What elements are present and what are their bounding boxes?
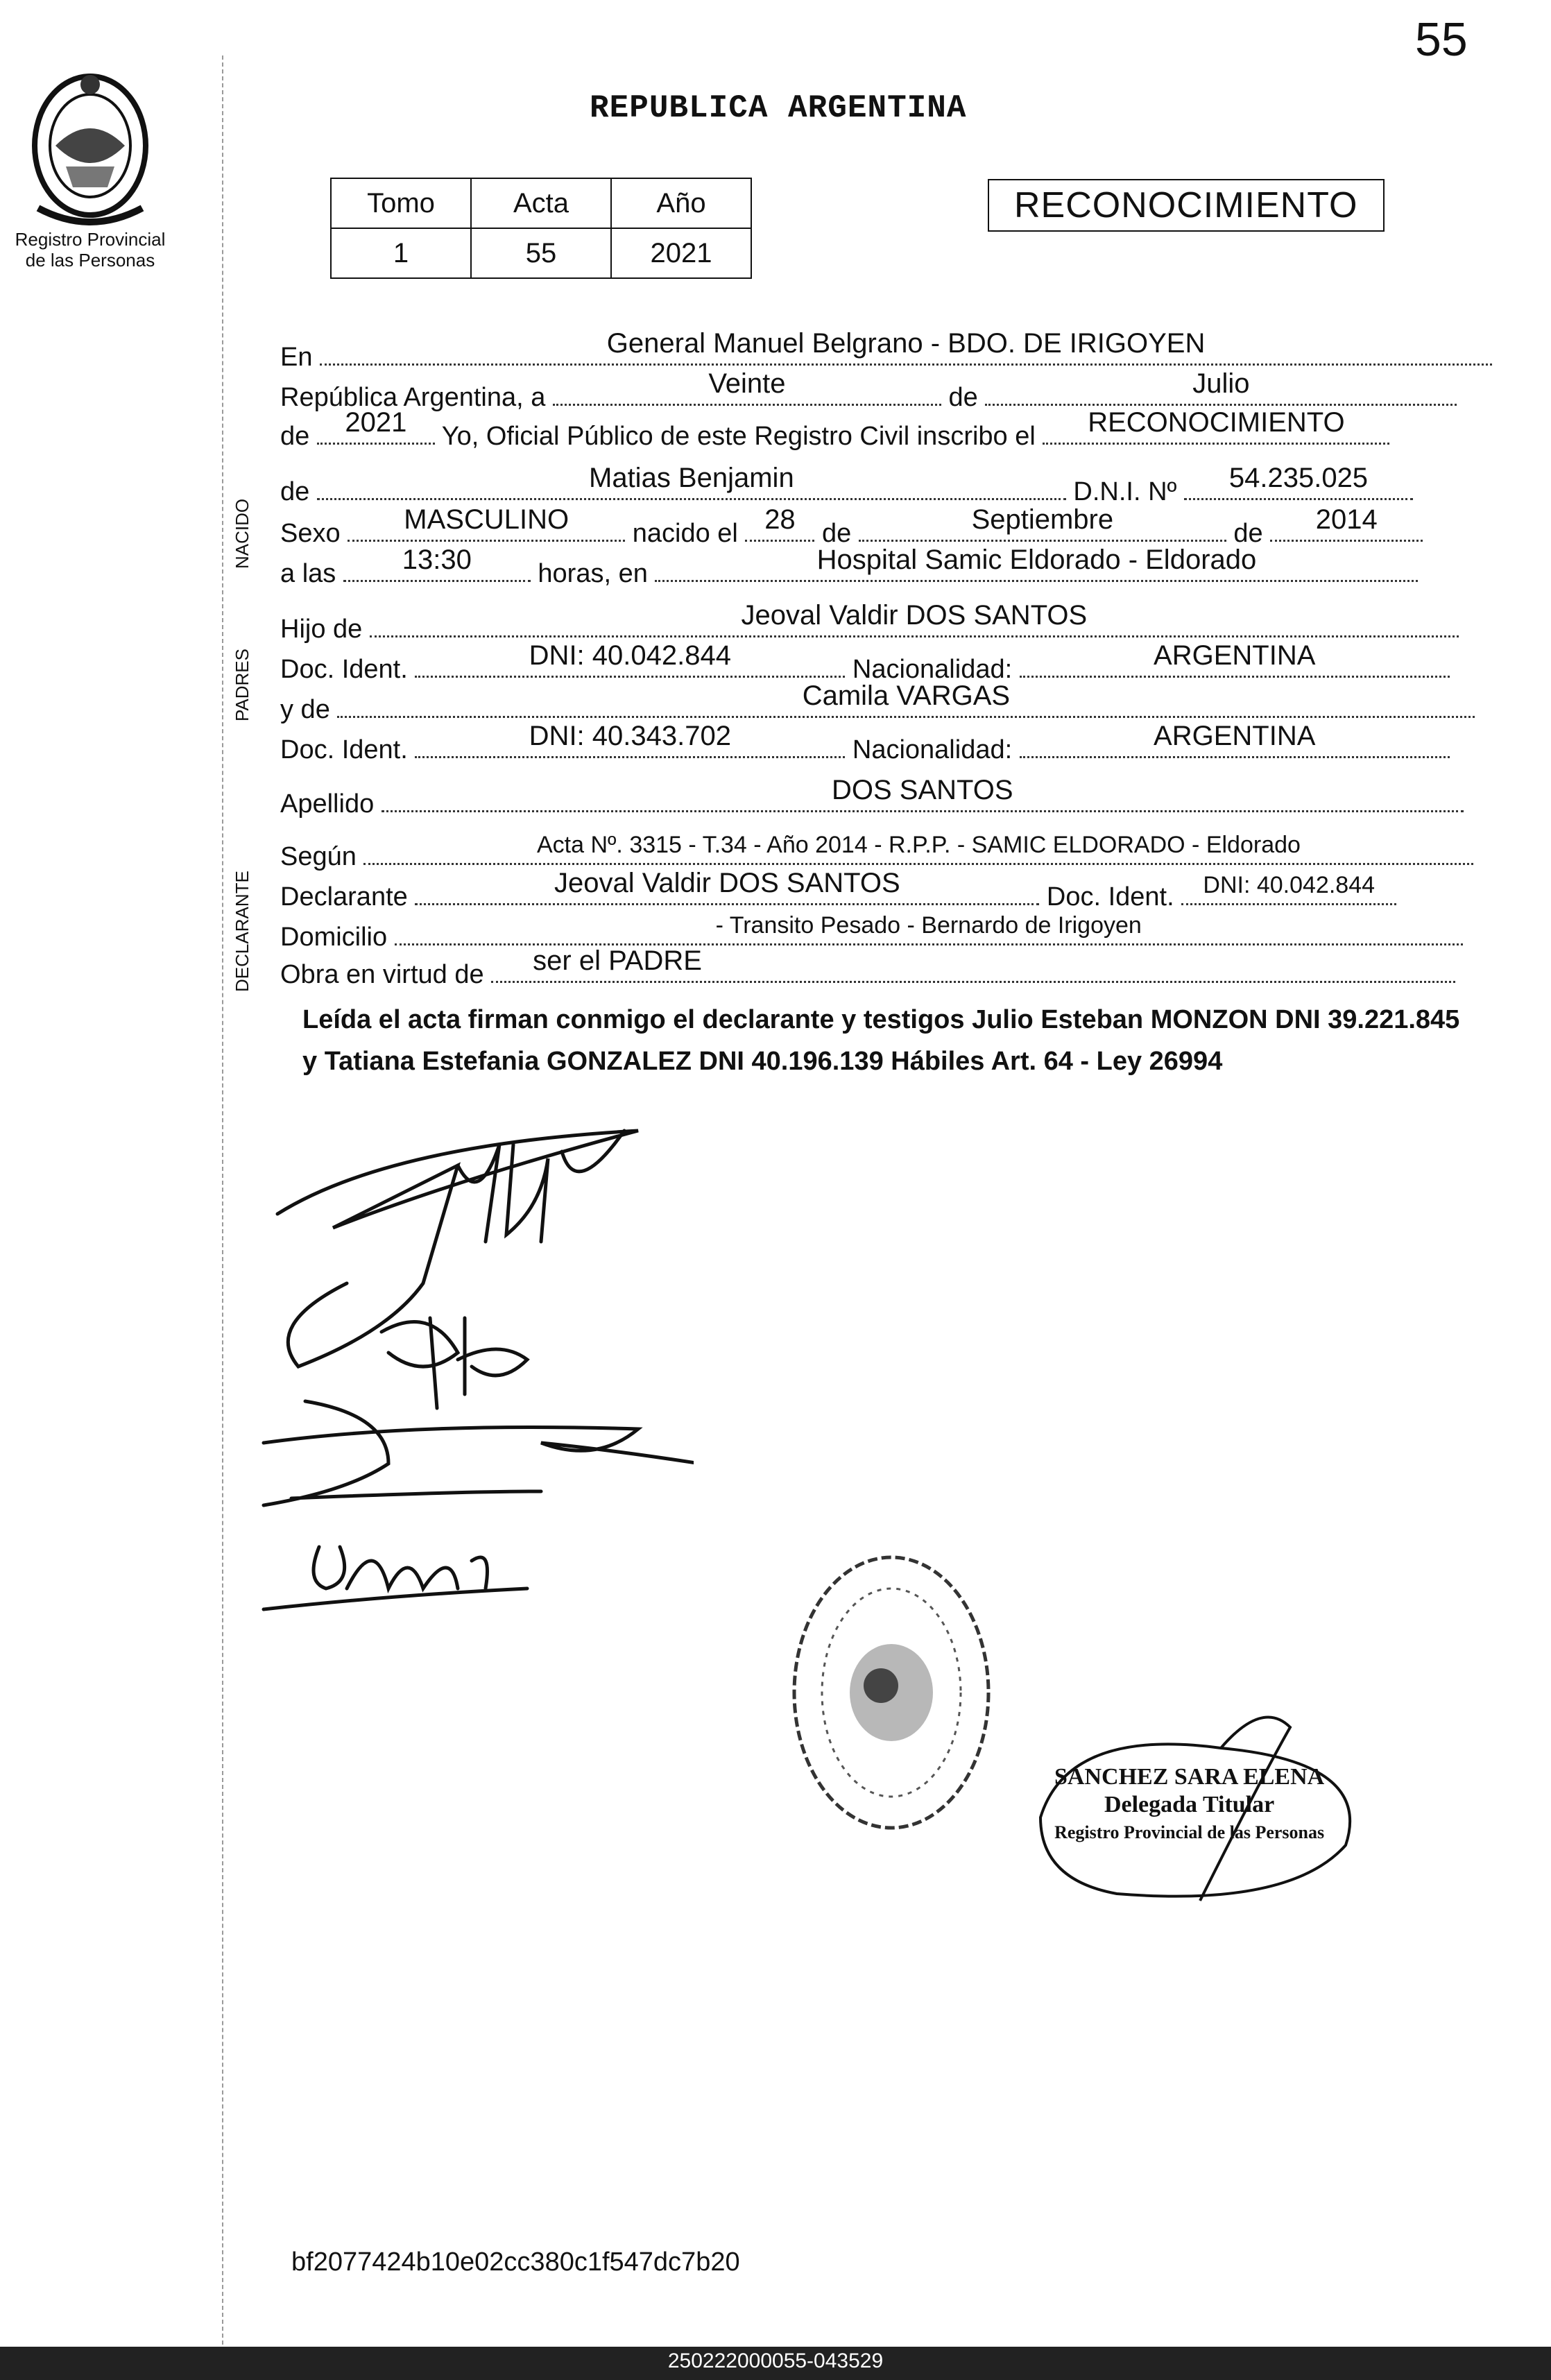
alas-label: a las — [280, 559, 336, 588]
birth-year-value: 2014 — [1315, 504, 1378, 535]
place-value: Hospital Samic Eldorado - Eldorado — [816, 545, 1257, 575]
document-hash: bf2077424b10e02cc380c1f547dc7b20 — [291, 2248, 740, 2277]
decl-doc-label: Doc. Ident. — [1046, 882, 1174, 911]
decl-doc-value: DNI: 40.042.844 — [1203, 872, 1376, 898]
birth-de2-label: de — [1233, 519, 1263, 548]
en-field — [320, 328, 1492, 366]
official-name: SANCHEZ SARA ELENA — [1054, 1764, 1325, 1790]
footer-code: 250222000055-043529 — [667, 2349, 884, 2372]
row-declarante — [280, 868, 1396, 912]
header-anio: Año — [611, 178, 751, 228]
official-office: Registro Provincial de las Personas — [1054, 1822, 1325, 1842]
mother-value: Camila VARGAS — [802, 680, 1011, 711]
registry-table — [330, 178, 752, 279]
side-label-declarante: DECLARANTE — [232, 871, 252, 992]
horas-label: horas, en — [538, 559, 648, 588]
side-label-padres: PADRES — [232, 649, 252, 721]
obra-field — [491, 945, 1455, 983]
name-value: Matias Benjamin — [589, 463, 794, 493]
hijo-label: Hijo de — [280, 615, 363, 644]
declarante-value: Jeoval Valdir DOS SANTOS — [554, 868, 900, 898]
official-role: Delegada Titular — [1104, 1792, 1275, 1817]
decl-doc-field — [1181, 872, 1396, 905]
row-obra — [280, 945, 1455, 990]
doc1-label: Doc. Ident. — [280, 655, 408, 684]
oficial-text: Yo, Oficial Público de este Registro Civil inscribo el — [441, 422, 1036, 451]
country-title: REPUBLICA ARGENTINA — [590, 90, 967, 126]
row-year — [280, 407, 1389, 452]
day-field — [553, 368, 941, 406]
nac2-label: Nacionalidad: — [852, 735, 1013, 764]
header-tomo: Tomo — [331, 178, 471, 228]
apellido-label: Apellido — [280, 789, 375, 819]
birth-month-value: Septiembre — [971, 504, 1114, 535]
year-field — [317, 407, 435, 445]
doc2-value: DNI: 40.343.702 — [529, 721, 731, 751]
sexo-value: MASCULINO — [404, 504, 569, 535]
logo-caption-line2: de las Personas — [25, 250, 155, 271]
name-label: de — [280, 477, 310, 506]
official-stamp — [784, 1547, 999, 1838]
en-value: General Manuel Belgrano - BDO. DE IRIGOYEN — [606, 328, 1206, 359]
row-time — [280, 545, 1418, 589]
republica-label: República Argentina, a — [280, 383, 546, 412]
place-field — [655, 545, 1418, 582]
birth-de1-label: de — [822, 519, 852, 548]
row-doc2 — [280, 721, 1450, 765]
declarante-field — [415, 868, 1039, 905]
closing-statement: Leída el acta firman conmigo el declarante y testigos Julio Esteban MONZON DNI 39.221.845 y Tatiana Estefania GONZALEZ DNI 40.196.139 Hábiles Art. 64 - Ley 26994 — [302, 1005, 1460, 1076]
domicilio-value: - Transito Pesado - Bernardo de Irigoyen — [715, 912, 1142, 939]
dni-label: D.N.I. Nº — [1073, 477, 1177, 506]
registry-table-values — [331, 228, 751, 278]
nac1-value: ARGENTINA — [1154, 640, 1316, 671]
sexo-label: Sexo — [280, 519, 341, 548]
en-label: En — [280, 343, 313, 372]
act-type-box: RECONOCIMIENTO — [988, 179, 1385, 232]
sexo-field — [348, 504, 625, 542]
time-value: 13:30 — [402, 545, 472, 575]
segun-field — [363, 832, 1473, 865]
logo-caption-line1: Registro Provincial — [15, 229, 166, 250]
value-anio: 2021 — [611, 228, 751, 278]
time-field — [343, 545, 531, 582]
signatures-image — [250, 1103, 694, 1623]
domicilio-field — [395, 912, 1463, 945]
doc1-field — [415, 640, 845, 678]
domicilio-label: Domicilio — [280, 923, 388, 952]
apellido-field — [382, 775, 1464, 812]
side-label-nacido: NACIDO — [232, 498, 252, 569]
doc2-label: Doc. Ident. — [280, 735, 408, 764]
nac1-label: Nacionalidad: — [852, 655, 1013, 684]
nac1-field — [1020, 640, 1450, 678]
nac2-field — [1020, 721, 1450, 758]
segun-value: Acta Nº. 3315 - T.34 - Año 2014 - R.P.P. - SAMIC ELDORADO - Eldorado — [536, 832, 1301, 858]
birth-day-field — [745, 504, 814, 542]
value-tomo: 1 — [331, 228, 471, 278]
month-value: Julio — [1192, 368, 1250, 399]
declarante-label: Declarante — [280, 882, 408, 911]
page-number: 55 — [1415, 13, 1468, 66]
dni-field — [1184, 463, 1413, 500]
margin-line — [222, 55, 223, 2345]
nac2-value: ARGENTINA — [1154, 721, 1316, 751]
dni-value: 54.235.025 — [1228, 463, 1369, 493]
row-name — [280, 463, 1413, 507]
segun-label: Según — [280, 842, 357, 871]
obra-label: Obra en virtud de — [280, 960, 484, 989]
mother-field — [337, 680, 1475, 718]
father-field — [370, 600, 1459, 637]
apellido-value: DOS SANTOS — [832, 775, 1013, 805]
birth-year-field — [1270, 504, 1423, 542]
de-label: de — [948, 383, 978, 412]
act-field — [1043, 407, 1389, 445]
yde-label: y de — [280, 695, 330, 724]
value-acta: 55 — [471, 228, 611, 278]
official-signature — [1027, 1706, 1373, 1915]
doc2-field — [415, 721, 845, 758]
year-value: 2021 — [345, 407, 407, 438]
day-value: Veinte — [708, 368, 786, 399]
registry-table-header — [331, 178, 751, 228]
name-field — [317, 463, 1066, 500]
registry-logo — [7, 69, 173, 298]
nacido-label: nacido el — [632, 519, 738, 548]
header-acta: Acta — [471, 178, 611, 228]
year-prefix-label: de — [280, 422, 310, 451]
act-value: RECONOCIMIENTO — [1088, 407, 1345, 438]
doc1-value: DNI: 40.042.844 — [529, 640, 731, 671]
province-seal-icon — [24, 69, 156, 229]
row-apellido — [280, 775, 1464, 819]
birth-month-field — [859, 504, 1226, 542]
month-field — [985, 368, 1457, 406]
birth-day-value: 28 — [764, 504, 796, 535]
obra-value: ser el PADRE — [533, 945, 702, 976]
father-value: Jeoval Valdir DOS SANTOS — [741, 600, 1088, 631]
